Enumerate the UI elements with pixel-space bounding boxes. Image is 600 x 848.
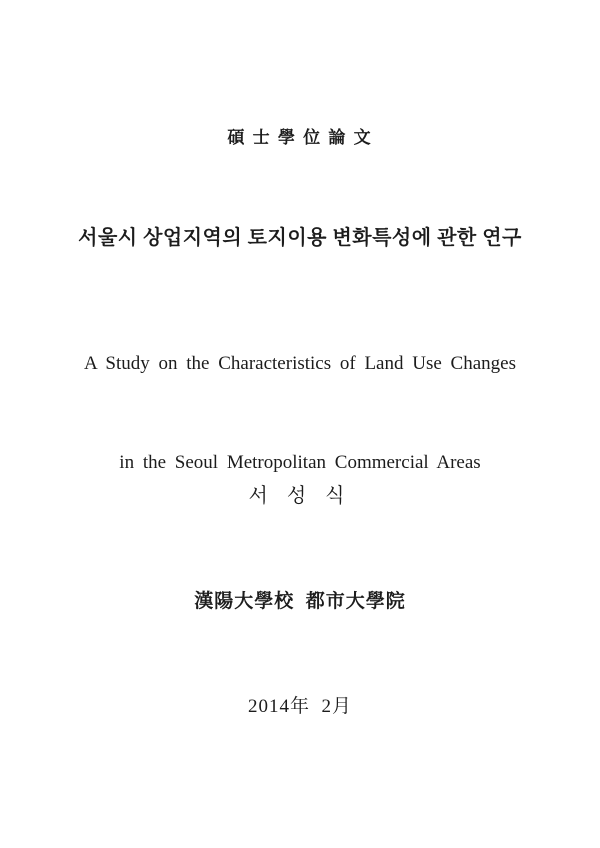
thesis-title-english-line2: in the Seoul Metropolitan Commercial Areas xyxy=(119,452,481,473)
thesis-title-korean: 서울시 상업지역의 토지이용 변화특성에 관한 연구 xyxy=(78,227,522,249)
institution-name: 漢陽大學校 都市大學院 xyxy=(194,591,406,612)
thesis-title-english-line1: A Study on the Characteristics of Land Use Changes xyxy=(84,353,516,374)
publication-date: 2014年 2月 xyxy=(247,696,352,717)
degree-heading: 碩 士 學 位 論 文 xyxy=(227,128,373,147)
author-name: 서 성 식 xyxy=(248,485,352,507)
